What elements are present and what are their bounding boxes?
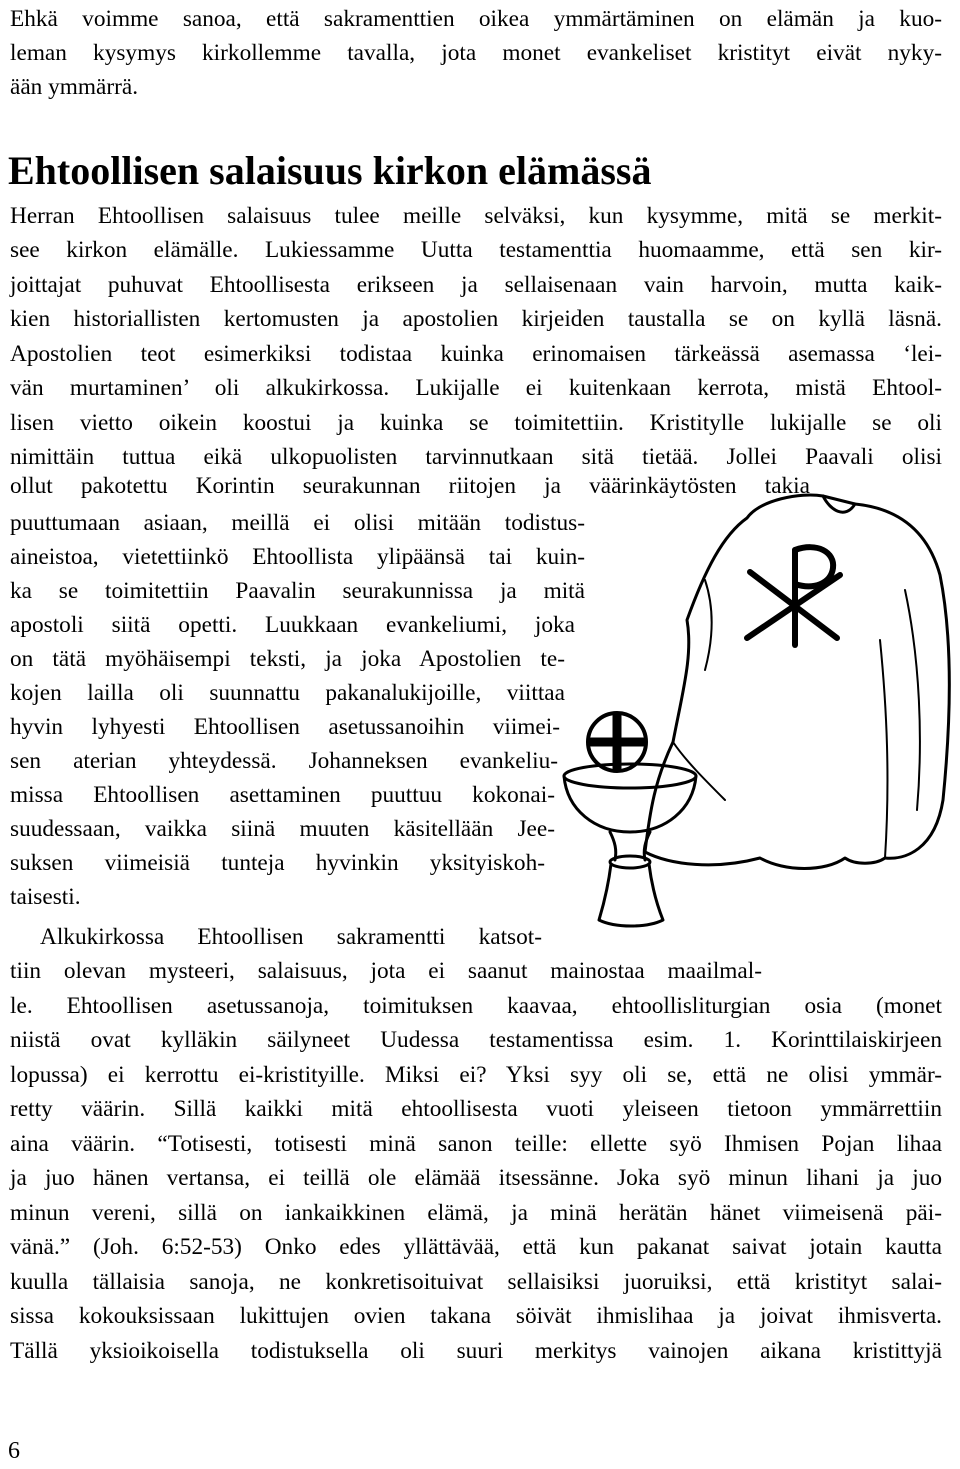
body-line-20: suksen viimeisiä tunteja hyvinkin yksityiskoh- bbox=[10, 850, 545, 876]
body-line-11: aineistoa, vietettiinkö Ehtoollista ylipäänsä tai kuin- bbox=[10, 544, 585, 570]
body-line-2: see kirkon elämälle. Lukiessamme Uutta testamenttia huomaamme, että sen kir- bbox=[10, 237, 942, 263]
body-line-16: hyvin lyhyesti Ehtoollisen asetussanoihin viimei- bbox=[10, 714, 560, 740]
body-line-10: puuttumaan asiaan, meillä ei olisi mitään todistus- bbox=[10, 510, 585, 536]
body-line-14: on tätä myöhäisempi teksti, ja joka Apostolien te- bbox=[10, 646, 565, 672]
para2-line-1: Alkukirkossa Ehtoollisen sakramentti katsot- bbox=[40, 924, 542, 950]
para2-line-9: minun vereni, sillä on iankaikkinen elämä, ja minä herätän hänet viimeisenä päi- bbox=[10, 1200, 942, 1226]
body-line-12: ka se toimitettiin Paavalin seurakunnissa ja mitä bbox=[10, 578, 585, 604]
para2-line-7: aina väärin. “Totisesti, totisesti minä sanon teille: ellette syö Ihmisen Pojan lihaa bbox=[10, 1131, 942, 1157]
section-heading: Ehtoollisen salaisuus kirkon elämässä bbox=[8, 148, 652, 193]
para2-line-13: Tällä yksioikoisella todistuksella oli suuri merkitys vainojen aikana kristittyjä bbox=[10, 1338, 942, 1364]
para2-line-2: tiin olevan mysteeri, salaisuus, jota ei saanut mainostaa maailmal- bbox=[10, 958, 762, 984]
intro-line-3: ään ymmärrä. bbox=[10, 74, 139, 100]
para2-line-8: ja juo hänen vertansa, ei teillä ole elämää itsessänne. Joka syö minun lihani ja juo bbox=[10, 1165, 942, 1191]
body-line-4: kien historiallisten kertomusten ja apostolien kirjeiden taustalla se on kyllä läsnä. bbox=[10, 306, 942, 332]
host-cross-icon bbox=[588, 713, 646, 771]
para2-line-10: vänä.” (Joh. 6:52-53) Onko edes yllättävää, että kun pakanat saivat jotain kautta bbox=[10, 1234, 942, 1260]
body-line-17: sen aterian yhteydessä. Johanneksen evankeliu- bbox=[10, 748, 558, 774]
intro-line-2: leman kysymys kirkollemme tavalla, jota monet evankeliset kristityt eivät nyky- bbox=[10, 40, 942, 66]
body-line-3: joittajat puhuvat Ehtoollisesta erikseen ja sellaisenaan vain harvoin, mutta kaik- bbox=[10, 272, 942, 298]
chalice-icon bbox=[564, 764, 696, 926]
body-line-6: vän murtaminen’ oli alkukirkossa. Lukijalle ei kuitenkaan kerrota, mistä Ehtool- bbox=[10, 375, 942, 401]
body-line-1: Herran Ehtoollisen salaisuus tulee meille selväksi, kun kysymme, mitä se merkit- bbox=[10, 203, 942, 229]
para2-line-5: lopussa) ei kerrottu ei-kristityille. Miksi ei? Yksi syy oli se, että ne olisi ymmär- bbox=[10, 1062, 942, 1088]
body-line-5: Apostolien teot esimerkiksi todistaa kuinka erinomaisen tärkeässä asemassa ‘lei- bbox=[10, 341, 942, 367]
para2-line-3: le. Ehtoollisen asetussanoja, toimituksen kaavaa, ehtoollisliturgian osia (monet bbox=[10, 993, 942, 1019]
chi-rho-icon bbox=[747, 547, 840, 645]
para2-line-4: niistä ovat kylläkin säilyneet Uudessa testamentissa esim. 1. Korinttilaiskirjeen bbox=[10, 1027, 942, 1053]
intro-line-1: Ehkä voimme sanoa, että sakramenttien oikea ymmärtäminen on elämän ja kuo- bbox=[10, 6, 942, 32]
body-line-7: lisen vietto oikein koostui ja kuinka se toimitettiin. Kristitylle lukijalle se oli bbox=[10, 410, 942, 436]
para2-line-12: sissa kokouksissaan lukittujen ovien takana söivät ihmislihaa ja joivat ihmisverta. bbox=[10, 1303, 942, 1329]
body-line-21: taisesti. bbox=[10, 884, 81, 910]
liturgical-illustration bbox=[555, 480, 960, 935]
body-line-13: apostoli siitä opetti. Luukkaan evankeliumi, joka bbox=[10, 612, 575, 638]
page-number: 6 bbox=[8, 1438, 20, 1464]
body-line-18: missa Ehtoollisen asettaminen puuttuu kokonai- bbox=[10, 782, 555, 808]
body-line-15: kojen lailla oli suunnattu pakanalukijoille, viittaa bbox=[10, 680, 565, 706]
body-line-8: nimittäin tuttua eikä ulkopuolisten tarvinnutkaan sitä tietää. Jollei Paavali olisi bbox=[10, 444, 942, 470]
para2-line-6: retty väärin. Sillä kaikki mitä ehtoollisesta vuoti yleiseen tietoon ymmärrettiin bbox=[10, 1096, 942, 1122]
body-line-19: suudessaan, vaikka siinä muuten käsitellään Jee- bbox=[10, 816, 555, 842]
para2-line-11: kuulla tällaisia sanoja, ne konkretisoituivat sellaisiksi juoruiksi, että kristityt salai- bbox=[10, 1269, 942, 1295]
body-line-9: ollut pakotettu Korintin seurakunnan riitojen ja väärinkäytösten takia bbox=[10, 473, 810, 499]
